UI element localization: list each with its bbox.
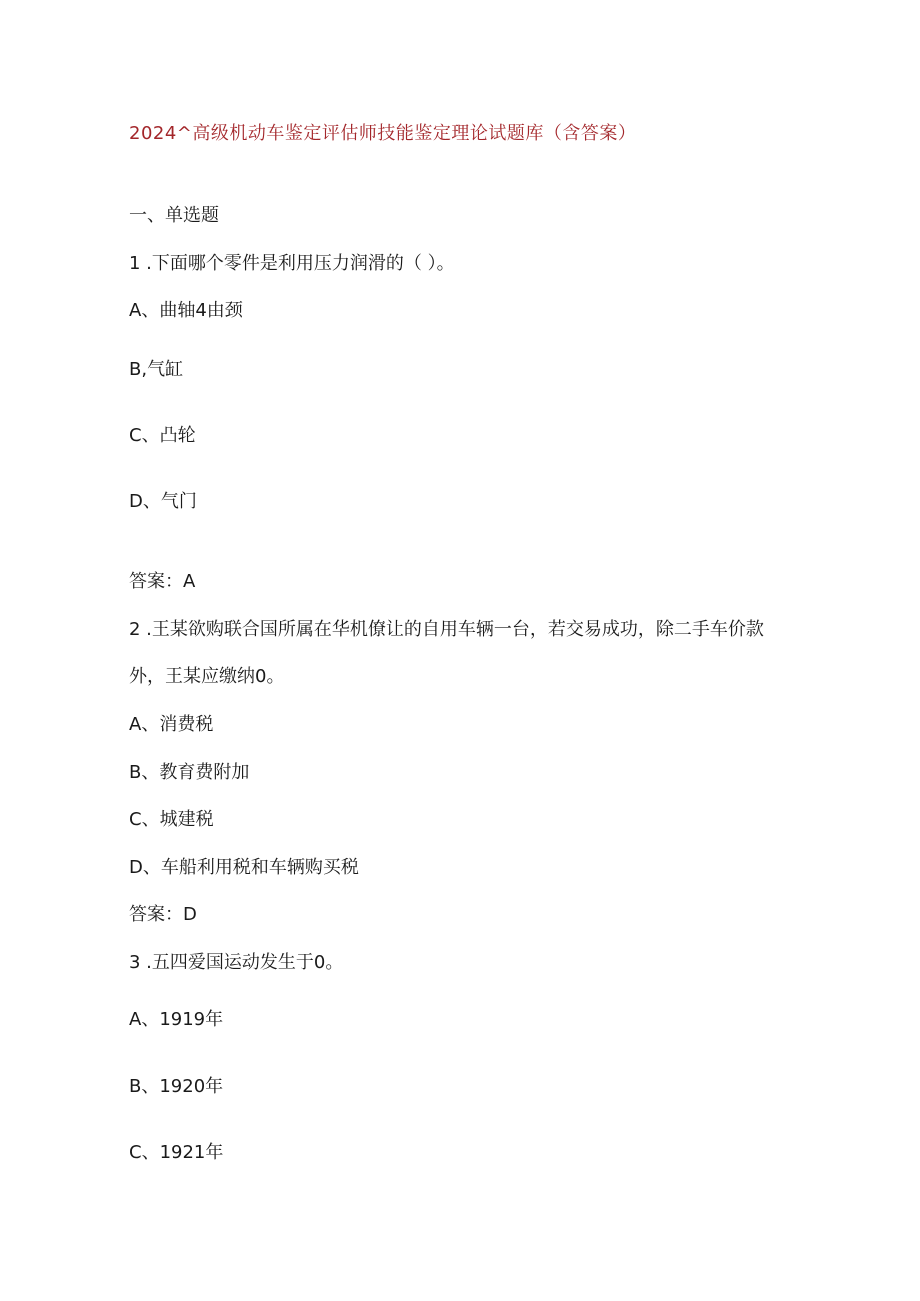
question-2-option-c: C、城建税: [129, 809, 214, 830]
question-3-option-a: A、1919年: [129, 1009, 224, 1030]
question-2-text-line-2: 外，王某应缴纳0。: [129, 666, 285, 687]
section-heading: 一、单选题: [129, 205, 219, 226]
question-1-option-b: B,气缸: [129, 359, 184, 380]
question-3-option-b: B、1920年: [129, 1076, 224, 1097]
question-2-option-a: A、消费税: [129, 714, 214, 735]
question-1-option-d: D、气门: [129, 491, 197, 512]
question-2-text-line-1: 2 .王某欲购联合国所属在华机僚让的自用车辆一台，若交易成功，除二手车价款: [129, 619, 764, 640]
question-2-option-b: B、教育费附加: [129, 762, 250, 783]
question-2-option-d: D、车船利用税和车辆购买税: [129, 857, 359, 878]
question-3-option-c: C、1921年: [129, 1142, 224, 1163]
question-3-text: 3 .五四爱国运动发生于0。: [129, 952, 344, 973]
document-title: 2024^高级机动车鉴定评估师技能鉴定理论试题库（含答案）: [129, 123, 637, 144]
question-1-answer: 答案：A: [129, 571, 196, 592]
question-1-option-a: A、曲轴4由颈: [129, 300, 243, 321]
question-2-answer: 答案：D: [129, 904, 197, 925]
question-1-text: 1 .下面哪个零件是利用压力润滑的（ ）。: [129, 253, 455, 274]
question-1-option-c: C、凸轮: [129, 425, 196, 446]
